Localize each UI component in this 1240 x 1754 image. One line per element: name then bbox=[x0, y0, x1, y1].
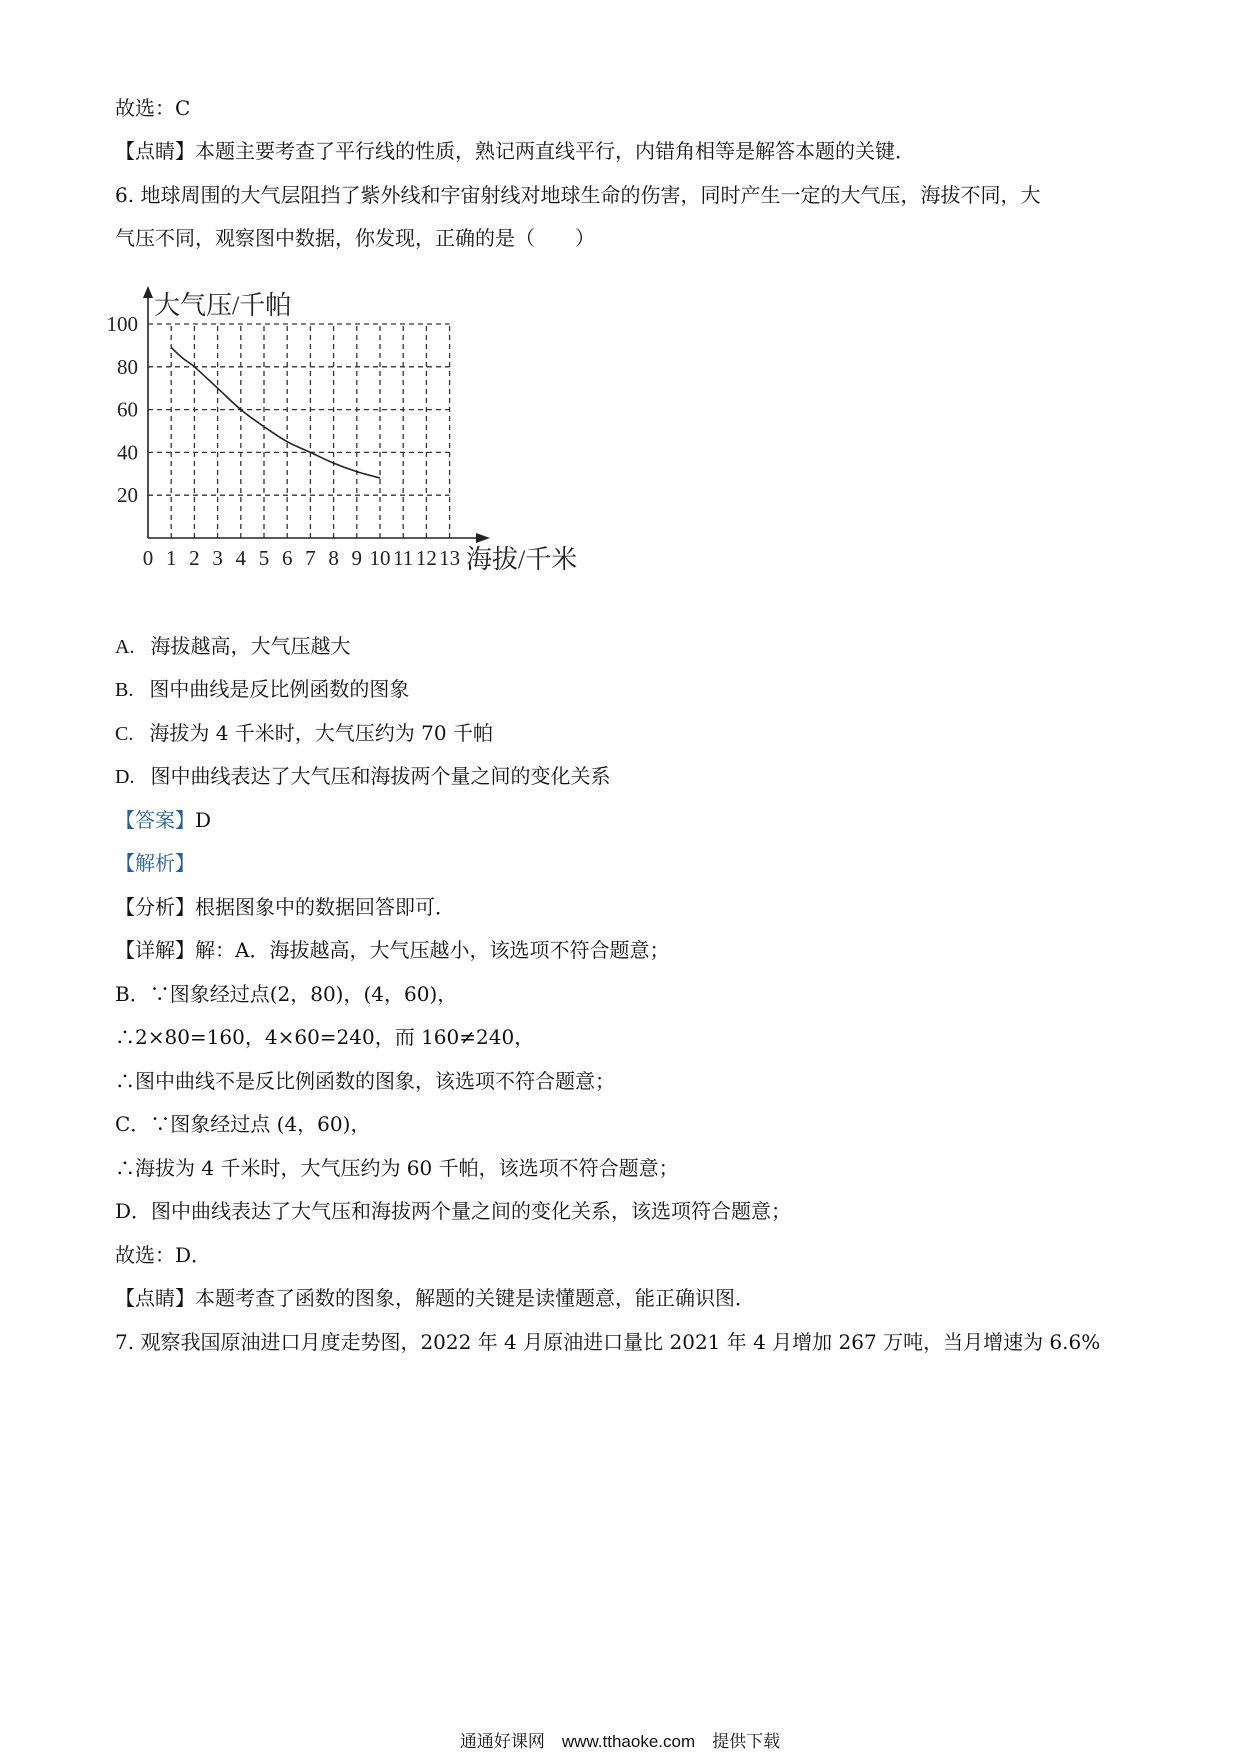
question-7-line: 7. 观察我国原油进口月度走势图，2022 年 4 月原油进口量比 2021 年 4 月增加 267 万吨，当月增速为 6.6% bbox=[115, 1330, 1101, 1354]
fenxi-line: 【分析】根据图象中的数据回答即可． bbox=[115, 895, 455, 919]
x-tick-label-7: 7 bbox=[305, 546, 316, 570]
question-6-line-2: 气压不同，观察图中数据，你发现，正确的是（ ） bbox=[115, 226, 595, 250]
y-axis-arrow bbox=[143, 286, 153, 298]
y-tick-label-60: 60 bbox=[117, 397, 138, 422]
xiangjie-line-1: 【详解】解：A．海拔越高，大气压越小，该选项不符合题意； bbox=[115, 938, 670, 962]
option-a: A. 海拔越高，大气压越大 bbox=[115, 634, 351, 658]
x-tick-label-12: 12 bbox=[415, 546, 437, 570]
option-c: C. 海拔为 4 千米时，大气压约为 70 千帕 bbox=[115, 721, 493, 745]
xiangjie-line-2: B．∵图象经过点(2，80)，(4，60)， bbox=[115, 982, 458, 1006]
answer-line: 【答案】D bbox=[115, 808, 212, 832]
x-tick-label-10: 10 bbox=[369, 546, 391, 570]
xiangjie-line-8: 故选：D． bbox=[115, 1243, 212, 1267]
tag-dianjing: 【点睛】 bbox=[115, 139, 195, 163]
tag-analysis: 【解析】 bbox=[115, 851, 195, 875]
dianjing-2-line: 【点睛】本题考查了函数的图象，解题的关键是读懂题意，能正确识图． bbox=[115, 1286, 755, 1310]
line-prev-answer: 故选：C bbox=[115, 96, 191, 120]
x-tick-label-1: 1 bbox=[165, 546, 177, 570]
y-tick-label-40: 40 bbox=[117, 440, 138, 465]
x-tick-label-6: 6 bbox=[281, 546, 293, 570]
y-axis-label: 大气压/千帕 bbox=[154, 291, 292, 320]
chart-grid bbox=[148, 324, 450, 538]
x-tick-label-11: 11 bbox=[393, 546, 414, 570]
x-axis-arrow bbox=[476, 533, 490, 543]
x-tick-label-4: 4 bbox=[235, 546, 247, 570]
x-tick-label-13: 13 bbox=[439, 546, 461, 570]
x-tick-label-2: 2 bbox=[189, 546, 200, 570]
x-tick-label-3: 3 bbox=[212, 546, 223, 570]
tag-answer: 【答案】 bbox=[115, 808, 195, 832]
page-footer: 通通好课网 www.tthaoke.com 提供下载 bbox=[459, 1732, 781, 1751]
question-6-line-1: 6. 地球周围的大气层阻挡了紫外线和宇宙射线对地球生命的伤害，同时产生一定的大气压，海拔不同，大 bbox=[115, 183, 1041, 207]
y-tick-label-100: 100 bbox=[106, 312, 138, 336]
y-tick-label-80: 80 bbox=[117, 354, 138, 379]
xiangjie-line-7: D．图中曲线表达了大气压和海拔两个量之间的变化关系，该选项符合题意； bbox=[115, 1199, 792, 1223]
x-axis-label: 海拔/千米 bbox=[466, 545, 578, 574]
xiangjie-line-6: ∴海拔为 4 千米时，大气压约为 60 千帕，该选项不符合题意； bbox=[115, 1156, 679, 1180]
y-tick-label-20: 20 bbox=[117, 483, 138, 508]
option-d: D. 图中曲线表达了大气压和海拔两个量之间的变化关系 bbox=[115, 764, 611, 788]
line-dianjing-1: 【点睛】本题主要考查了平行线的性质，熟记两直线平行，内错角相等是解答本题的关键． bbox=[115, 139, 915, 163]
analysis-line bbox=[115, 849, 1130, 877]
pressure-altitude-chart bbox=[100, 282, 660, 662]
xiangjie-line-3: ∴2×80=160，4×60=240，而 160≠240， bbox=[115, 1025, 535, 1049]
x-tick-label-5: 5 bbox=[258, 546, 270, 570]
chart-ticks bbox=[107, 312, 461, 570]
x-tick-label-8: 8 bbox=[328, 546, 339, 570]
option-b: B. 图中曲线是反比例函数的图象 bbox=[115, 677, 410, 701]
xiangjie-line-5: C．∵图象经过点 (4，60)， bbox=[115, 1112, 371, 1136]
xiangjie-line-4: ∴图中曲线不是反比例函数的图象，该选项不符合题意； bbox=[115, 1069, 615, 1093]
x-tick-label-9: 9 bbox=[351, 546, 363, 570]
x-tick-label-0: 0 bbox=[142, 546, 154, 570]
